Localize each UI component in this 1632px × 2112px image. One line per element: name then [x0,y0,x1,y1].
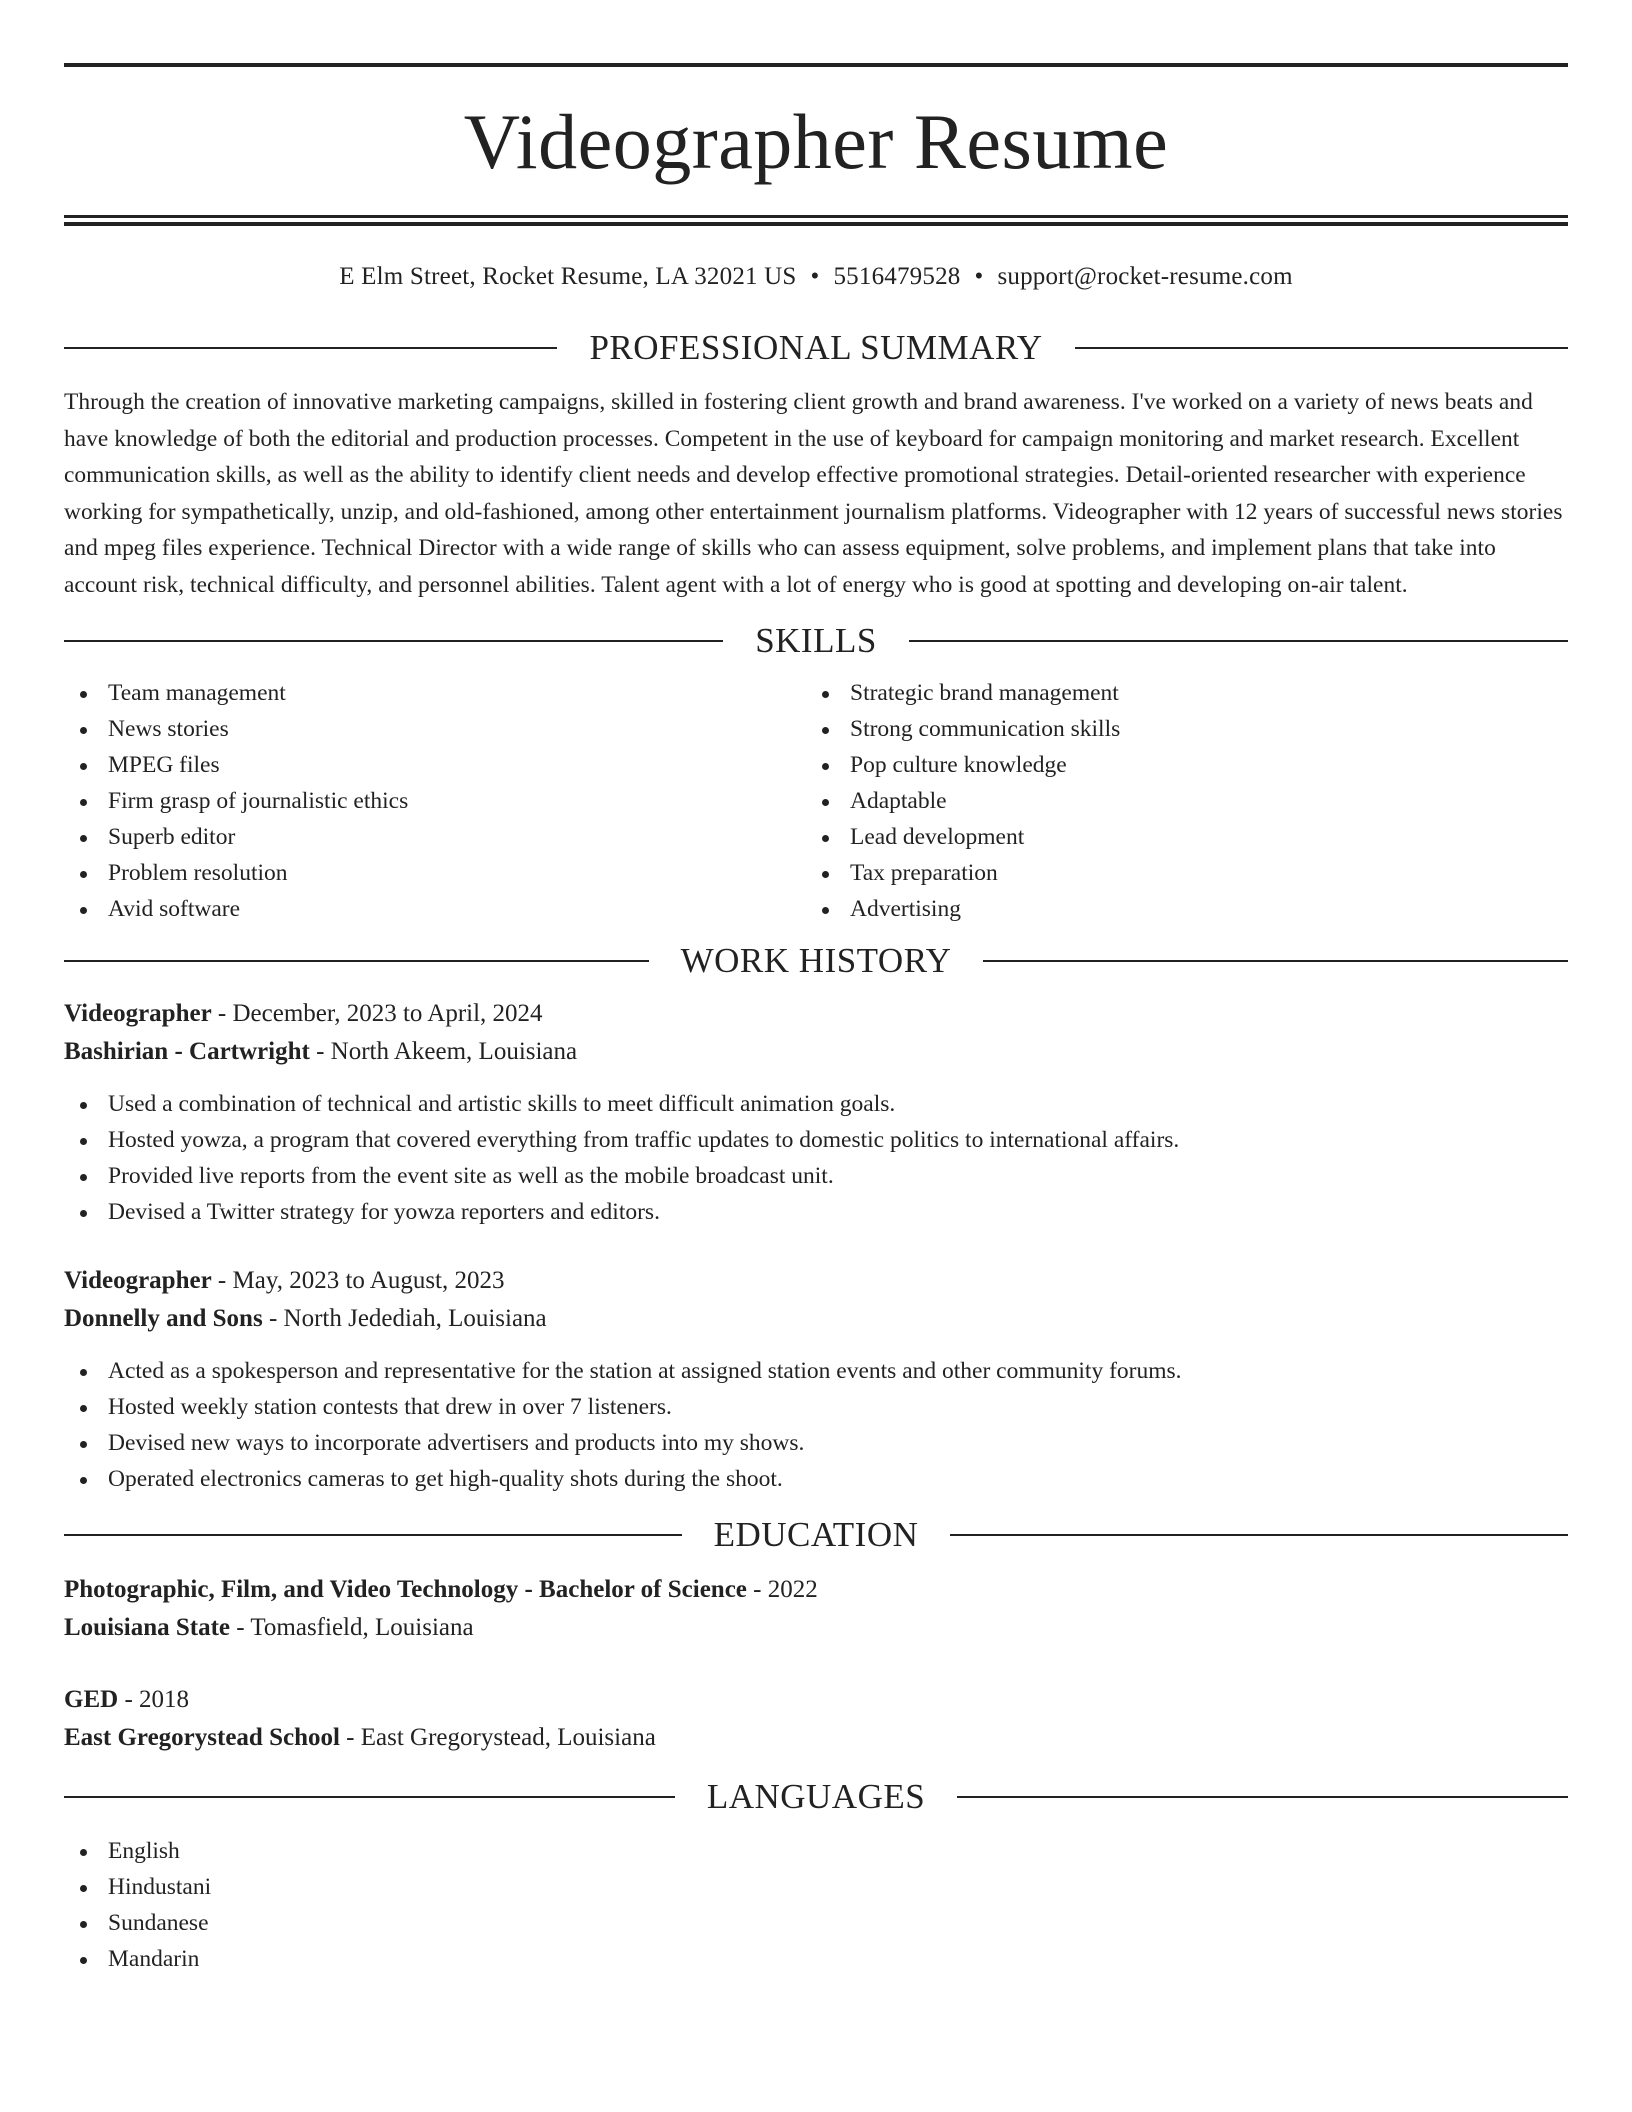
education-entry [64,1571,1568,1647]
list-item: Superb editor [64,819,806,855]
header-double-rule [64,215,1568,226]
summary-text: Through the creation of innovative marketing campaigns, skilled in fostering client growth and brand awareness. I've worked on a variety of news beats and have knowledge of both the editorial and production processes. Competent in the use of keyboard for campaign monitoring and market research. Excellent communication skills, as well as the ability to identify client needs and develop effective promotional strategies. Detail-oriented researcher with experience working for sympathetically, unzip, and old-fashioned, among other entertainment journalism platforms. Videographer with 12 years of successful news stories and mpeg files experience. Technical Director with a wide range of skills who can assess equipment, solve problems, and implement plans that take into account risk, technical difficulty, and personnel abilities. Talent agent with a lot of energy who is good at spotting and developing on-air talent. [64,389,1563,598]
job-company: Donnelly and Sons [64,1305,263,1332]
header-top-rule [64,63,1568,67]
list-item: Hindustani [64,1869,1568,1905]
list-item: Operated electronics cameras to get high-quality shots during the shoot. [64,1461,1568,1497]
section-heading-skills [64,621,1568,661]
section-title: PROFESSIONAL SUMMARY [589,328,1043,367]
contact-phone: 5516479528 [833,263,961,290]
list-item: Avid software [64,891,806,927]
job-dates: - May, 2023 to August, 2023 [211,1267,505,1294]
section-title: WORK HISTORY [680,941,952,980]
section-title: SKILLS [755,621,877,660]
heading-rule-right [957,1796,1568,1798]
contact-address: E Elm Street, Rocket Resume, LA 32021 US [339,263,797,290]
list-item: Tax preparation [806,855,1548,891]
list-item: Firm grasp of journalistic ethics [64,783,806,819]
job-entry [64,995,1568,1230]
list-item: Team management [64,675,806,711]
job-role: Videographer [64,1267,212,1294]
contact-line [64,264,1568,292]
list-item: Devised new ways to incorporate advertisers and products into my shows. [64,1425,1568,1461]
skills-list-right [806,675,1548,927]
education-school-line [64,1609,1568,1647]
job-entry [64,1262,1568,1497]
heading-rule-right [983,960,1568,962]
job-bullets [64,1353,1568,1497]
page-title: Videographer Resume [463,98,1169,185]
job-location: - North Jedediah, Louisiana [262,1305,547,1332]
section-heading-languages [64,1777,1568,1817]
skills-list-left [64,675,806,927]
list-item: Advertising [806,891,1548,927]
job-company-line [64,1300,1568,1338]
education-location: - East Gregorystead, Louisiana [339,1724,656,1751]
heading-rule-right [950,1534,1568,1536]
education-location: - Tomasfield, Louisiana [230,1614,474,1641]
list-item: Pop culture knowledge [806,747,1548,783]
job-title-line [64,1262,1568,1300]
job-bullets [64,1086,1568,1230]
list-item: Lead development [806,819,1548,855]
list-item: News stories [64,711,806,747]
list-item: Hosted yowza, a program that covered everything from traffic updates to domestic politics to international affairs. [64,1122,1568,1158]
list-item: Strategic brand management [806,675,1548,711]
list-item: Mandarin [64,1941,1568,1977]
education-degree-line [64,1681,1568,1719]
job-dates: - December, 2023 to April, 2024 [211,1000,543,1027]
heading-rule-left [64,640,723,642]
job-company: Bashirian - Cartwright [64,1038,310,1065]
list-item: Problem resolution [64,855,806,891]
job-role: Videographer [64,1000,212,1027]
job-title-line [64,995,1568,1033]
list-item: Adaptable [806,783,1548,819]
heading-rule-left [64,347,557,349]
heading-rule-left [64,960,649,962]
job-location: - North Akeem, Louisiana [309,1038,578,1065]
education-degree: GED [64,1686,119,1713]
section-heading-summary [64,328,1568,368]
heading-rule-right [1075,347,1568,349]
education-year: - 2022 [746,1576,818,1603]
education-degree-line [64,1571,1568,1609]
list-item: Used a combination of technical and artistic skills to meet difficult animation goals. [64,1086,1568,1122]
heading-rule-right [909,640,1568,642]
contact-separator: • [810,263,820,290]
list-item: English [64,1833,1568,1869]
list-item: MPEG files [64,747,806,783]
list-item: Sundanese [64,1905,1568,1941]
resume-page [64,0,1568,1977]
education-school: East Gregorystead School [64,1724,340,1751]
list-item: Strong communication skills [806,711,1548,747]
languages-list [64,1833,1568,1977]
section-heading-work [64,941,1568,981]
section-title: LANGUAGES [706,1777,926,1816]
education-school-line [64,1719,1568,1757]
education-school: Louisiana State [64,1614,231,1641]
education-entry [64,1681,1568,1757]
contact-separator: • [974,263,984,290]
list-item: Acted as a spokesperson and representative for the station at assigned station events and other community forums. [64,1353,1568,1389]
section-heading-education [64,1515,1568,1555]
list-item: Provided live reports from the event site as well as the mobile broadcast unit. [64,1158,1568,1194]
heading-rule-left [64,1534,682,1536]
list-item: Hosted weekly station contests that drew in over 7 listeners. [64,1389,1568,1425]
heading-rule-left [64,1796,675,1798]
job-company-line [64,1033,1568,1071]
education-degree: Photographic, Film, and Video Technology - Bachelor of Science [64,1576,747,1603]
contact-email: support@rocket-resume.com [997,263,1293,290]
section-title: EDUCATION [713,1515,919,1554]
list-item: Devised a Twitter strategy for yowza reporters and editors. [64,1194,1568,1230]
education-year: - 2018 [118,1686,190,1713]
skills-columns [64,675,1568,927]
